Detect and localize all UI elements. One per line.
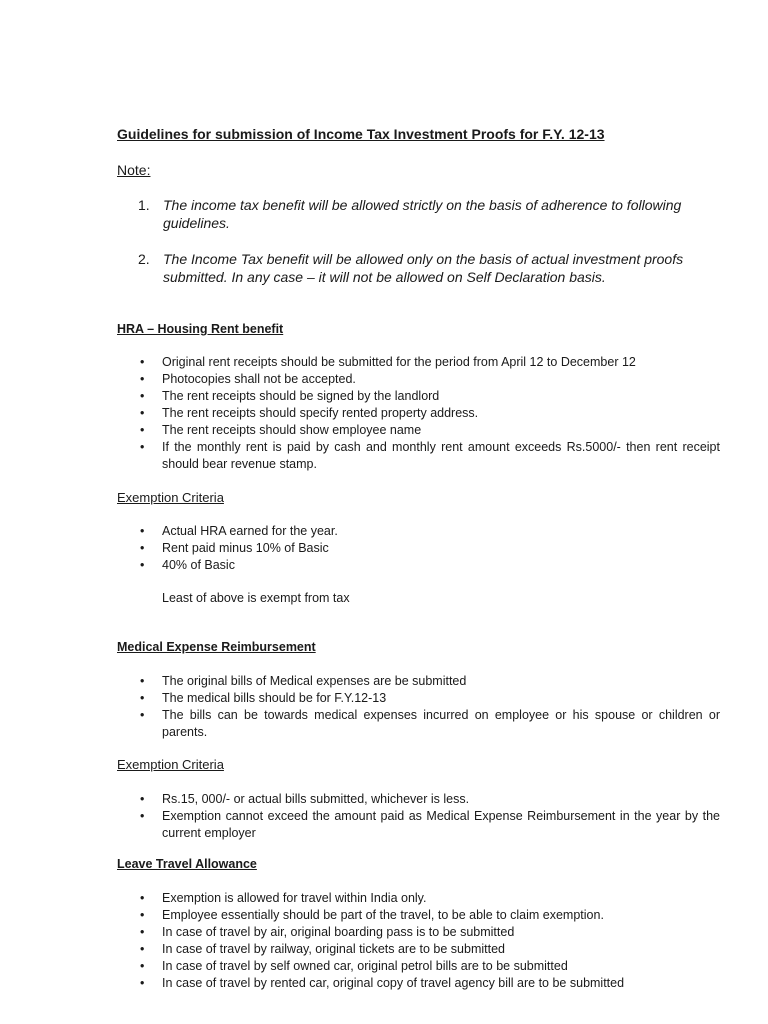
lta-list <box>140 890 720 992</box>
list-item-text: The rent receipts should specify rented property address. <box>162 406 479 420</box>
bullet-icon: • <box>140 792 145 806</box>
bullet-icon: • <box>140 976 145 990</box>
list-item-text: 40% of Basic <box>162 558 235 572</box>
bullet-icon: • <box>140 908 145 922</box>
list-item <box>140 557 720 574</box>
list-item-text: Employee essentially should be part of the travel, to be able to claim exemption. <box>162 908 604 922</box>
list-item-text: The medical bills should be for F.Y.12-13 <box>162 691 387 705</box>
bullet-icon: • <box>140 925 145 939</box>
medical-exemption-label: Exemption Criteria <box>117 757 224 772</box>
list-item <box>140 523 720 540</box>
list-item-text: If the monthly rent is paid by cash and monthly rent amount exceeds Rs.5000/- then rent receipt should bear revenue stamp. <box>162 440 720 471</box>
list-item <box>140 941 720 958</box>
list-item-text: Exemption is allowed for travel within India only. <box>162 891 427 905</box>
bullet-icon: • <box>140 372 145 386</box>
bullet-icon: • <box>140 541 145 555</box>
list-item <box>140 422 720 439</box>
medical-exemption-list <box>140 791 720 842</box>
hra-exemption-list <box>140 523 720 574</box>
note-label: Note: <box>117 162 151 178</box>
list-item-text: Photocopies shall not be accepted. <box>162 372 356 386</box>
hra-exemption-note: Least of above is exempt from tax <box>162 591 350 605</box>
bullet-icon: • <box>140 524 145 538</box>
list-item-text: The bills can be towards medical expenses incurred on employee or his spouse or children or parents. <box>162 708 720 739</box>
bullet-icon: • <box>140 423 145 437</box>
list-item <box>140 690 720 707</box>
list-item <box>140 673 720 690</box>
list-item-text: Actual HRA earned for the year. <box>162 524 338 538</box>
list-item <box>140 405 720 422</box>
bullet-icon: • <box>140 440 145 454</box>
bullet-icon: • <box>140 691 145 705</box>
list-item <box>140 958 720 975</box>
list-item-text: The original bills of Medical expenses are be submitted <box>162 674 467 688</box>
list-item <box>140 890 720 907</box>
bullet-icon: • <box>140 558 145 572</box>
list-item-text: In case of travel by railway, original tickets are to be submitted <box>162 942 505 956</box>
note-item <box>138 196 738 236</box>
bullet-icon: • <box>140 708 145 722</box>
medical-heading: Medical Expense Reimbursement <box>117 640 316 654</box>
hra-exemption-label: Exemption Criteria <box>117 490 224 505</box>
note-number: 1. <box>138 197 150 213</box>
list-item <box>140 439 720 473</box>
bullet-icon: • <box>140 355 145 369</box>
note-number: 2. <box>138 251 150 267</box>
note-text: The Income Tax benefit will be allowed only on the basis of actual investment proofs submitted. In any case – it will not be allowed on Self Declaration basis. <box>163 251 684 285</box>
list-item <box>140 707 720 741</box>
medical-list <box>140 673 720 741</box>
list-item-text: In case of travel by air, original boarding pass is to be submitted <box>162 925 515 939</box>
bullet-icon: • <box>140 406 145 420</box>
list-item <box>140 975 720 992</box>
list-item-text: In case of travel by rented car, original copy of travel agency bill are to be submitted <box>162 976 625 990</box>
list-item-text: In case of travel by self owned car, original petrol bills are to be submitted <box>162 959 568 973</box>
bullet-icon: • <box>140 942 145 956</box>
document-title: Guidelines for submission of Income Tax Investment Proofs for F.Y. 12-13 <box>117 126 605 142</box>
list-item <box>140 791 720 808</box>
list-item-text: Original rent receipts should be submitted for the period from April 12 to December 12 <box>162 355 636 369</box>
list-item <box>140 808 720 842</box>
list-item <box>140 924 720 941</box>
list-item <box>140 540 720 557</box>
bullet-icon: • <box>140 674 145 688</box>
bullet-icon: • <box>140 389 145 403</box>
list-item <box>140 388 720 405</box>
list-item <box>140 354 720 371</box>
list-item-text: The rent receipts should be signed by the landlord <box>162 389 440 403</box>
note-item <box>138 250 738 290</box>
note-text: The income tax benefit will be allowed strictly on the basis of adherence to following guidelines. <box>163 197 682 231</box>
list-item <box>140 371 720 388</box>
hra-heading: HRA – Housing Rent benefit <box>117 322 284 336</box>
bullet-icon: • <box>140 959 145 973</box>
lta-heading: Leave Travel Allowance <box>117 857 257 871</box>
list-item <box>140 907 720 924</box>
bullet-icon: • <box>140 891 145 905</box>
list-item-text: The rent receipts should show employee name <box>162 423 422 437</box>
list-item-text: Rent paid minus 10% of Basic <box>162 541 329 555</box>
list-item-text: Rs.15, 000/- or actual bills submitted, whichever is less. <box>162 792 470 806</box>
hra-list <box>140 354 720 473</box>
bullet-icon: • <box>140 809 145 823</box>
list-item-text: Exemption cannot exceed the amount paid as Medical Expense Reimbursement in the year by the current employer <box>162 809 720 840</box>
